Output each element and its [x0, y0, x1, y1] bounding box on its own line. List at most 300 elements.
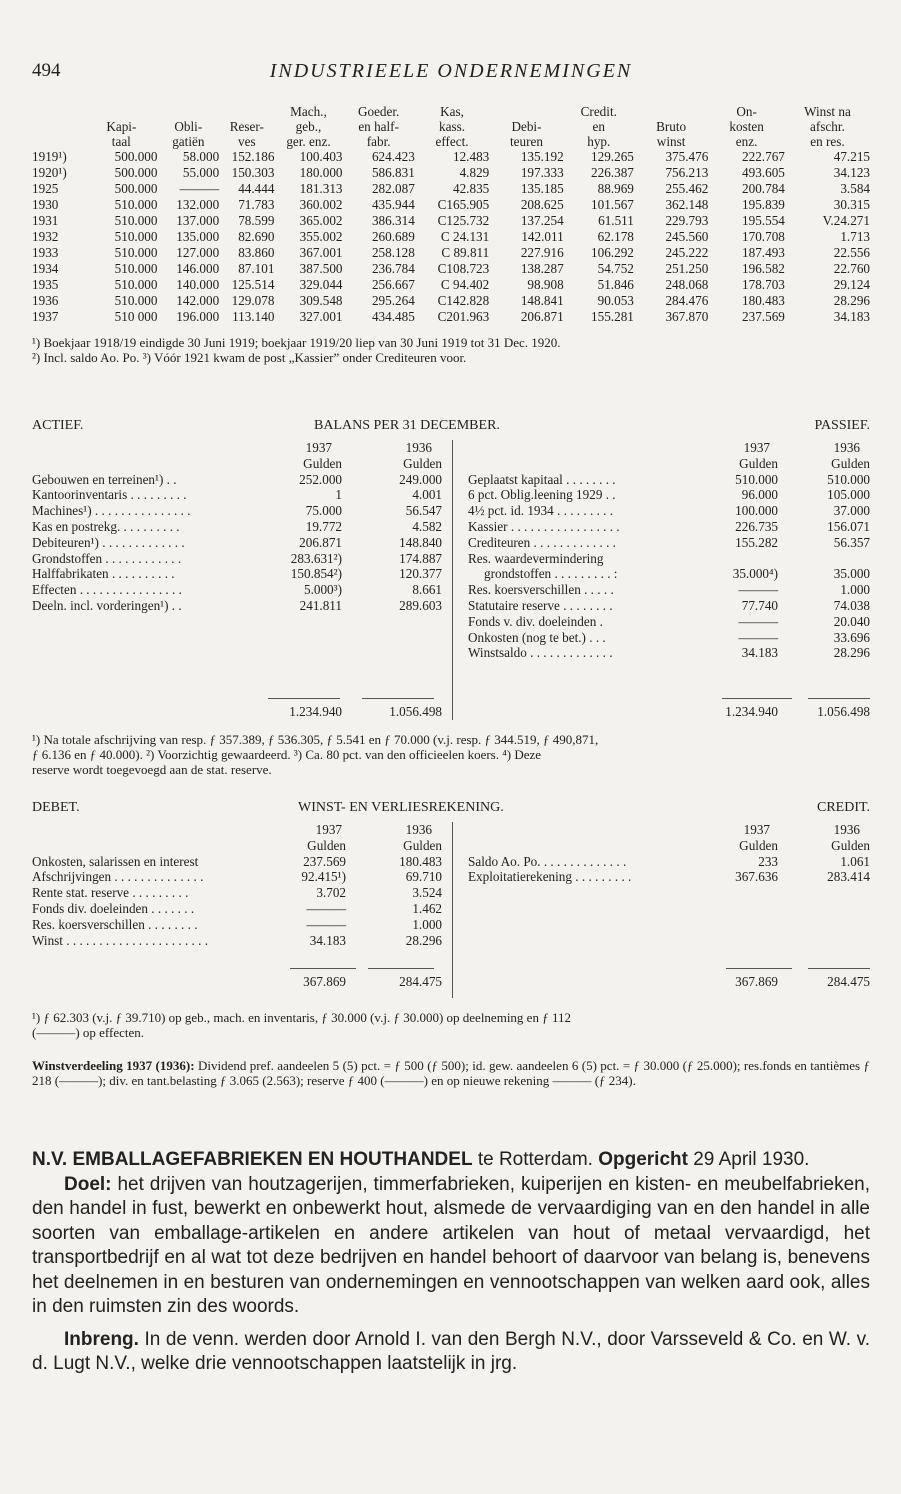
history-cell: 113.140	[232, 309, 275, 324]
history-column-header: en res.	[810, 134, 845, 149]
history-column-header: enz.	[735, 134, 758, 149]
history-cell: 87.101	[238, 261, 275, 276]
history-cell: 62.178	[597, 229, 634, 244]
passief-label: Crediteuren . . . . . . . . . . . . .	[468, 534, 616, 550]
history-cell: 29.124	[833, 277, 870, 292]
debet-value-1936: 1.462	[412, 900, 442, 916]
history-cell: 137.000	[176, 213, 220, 228]
history-cell: 55.000	[182, 165, 220, 180]
history-year: 1936	[32, 293, 59, 308]
actief-label: Kas en postrekg. . . . . . . . . .	[32, 518, 180, 534]
history-cell: 245.560	[665, 229, 709, 244]
actief-value-1937: 241.811	[299, 597, 342, 613]
history-cell: 208.625	[520, 197, 564, 212]
passief-row	[468, 472, 870, 488]
currency-header: Gulden	[831, 455, 870, 471]
history-cell: 510.000	[114, 229, 158, 244]
year-header: 1937	[315, 822, 342, 837]
history-cell: 260.689	[371, 229, 415, 244]
passief-label: Kassier . . . . . . . . . . . . . . . . .	[468, 518, 620, 534]
debet-value-1936: 3.524	[412, 885, 442, 901]
debet-value-1937: ———	[306, 900, 346, 916]
currency-header: Gulden	[831, 837, 870, 853]
actief-value-1936: 249.000	[399, 471, 442, 487]
actief-column	[32, 440, 442, 719]
year-header: 1936	[405, 440, 432, 455]
history-cell: 12.483	[452, 149, 490, 164]
history-column-header: Bruto	[656, 119, 687, 134]
history-cell: 135.000	[176, 229, 220, 244]
actief-row	[32, 519, 442, 535]
actief-value-1937: 150.854²)	[290, 566, 342, 582]
history-column-header: On-	[736, 104, 757, 119]
founded-label: Opgericht	[598, 1149, 688, 1170]
balance-note-line: ƒ 6.136 en ƒ 40.000). ²) Voorzichtig gewaardeerd. ³) Ca. 80 pct. van den officieelen koers. ⁴) Deze	[32, 747, 542, 762]
page-number: 494	[32, 60, 61, 81]
history-cell: 44.444	[238, 181, 275, 196]
history-cell: V.24.271	[822, 213, 870, 228]
year-header: 1936	[833, 822, 860, 837]
history-cell: 51.846	[597, 277, 634, 292]
total-1936: 284.475	[399, 974, 442, 989]
history-row	[32, 293, 870, 309]
actief-label: Effecten . . . . . . . . . . . . . . . .	[32, 582, 182, 598]
year-header: 1937	[743, 822, 770, 837]
history-column-header: hyp.	[587, 134, 611, 149]
actief-row	[32, 598, 442, 614]
actief-label: Halffabrikaten . . . . . . . . . .	[32, 566, 175, 582]
doel-paragraph	[32, 1173, 870, 1320]
page-header	[32, 60, 870, 88]
history-cell: 355.002	[299, 229, 343, 244]
history-year: 1930	[32, 197, 59, 212]
history-cell: 42.835	[452, 181, 490, 196]
history-row	[32, 229, 870, 245]
history-cell: 100.403	[299, 149, 343, 164]
history-column-header: taal	[111, 134, 131, 149]
debet-value-1936: 69.710	[405, 869, 442, 885]
total-1936: 1.056.498	[389, 704, 442, 719]
history-cell: 435.944	[371, 197, 415, 212]
history-column-header: Mach.,	[290, 104, 327, 119]
founded-date: 29 April 1930.	[693, 1149, 810, 1170]
history-cell: 142.011	[521, 229, 564, 244]
history-cell: 196.582	[742, 261, 785, 276]
history-cell: 90.053	[597, 293, 634, 308]
debet-label: Onkosten, salarissen en interest	[32, 853, 199, 869]
history-column-header: Goeder.	[357, 104, 400, 119]
passief-value-1937: 77.740	[741, 597, 778, 613]
history-year: 1925	[32, 181, 59, 196]
history-cell: 237.569	[742, 309, 785, 324]
debet-value-1937: 34.183	[309, 932, 346, 948]
pl-notes	[32, 1010, 870, 1040]
actief-value-1936: 56.547	[405, 503, 442, 519]
history-cell: 586.831	[371, 165, 415, 180]
passief-row	[468, 582, 870, 598]
profit-loss	[32, 822, 870, 1002]
credit-row	[468, 869, 870, 885]
debet-row	[32, 933, 442, 949]
actief-label: Machines¹) . . . . . . . . . . . . . . .	[32, 503, 191, 519]
history-cell: 255.462	[665, 181, 709, 196]
history-year: 1935	[32, 277, 59, 292]
currency-header: Gulden	[403, 837, 442, 853]
passief-row	[468, 598, 870, 614]
total-1936: 284.475	[827, 974, 870, 989]
history-cell: 510 000	[114, 309, 158, 324]
pl-title: WINST- EN VERLIESREKENING.	[298, 800, 504, 815]
history-cell: 135.185	[520, 181, 564, 196]
actief-row	[32, 535, 442, 551]
debet-row	[32, 854, 442, 870]
passief-label: 6 pct. Oblig.leening 1929 . .	[468, 487, 616, 503]
history-column-header: Kas,	[440, 104, 464, 119]
history-cell: 195.554	[742, 213, 785, 228]
history-cell: 295.264	[371, 293, 415, 308]
balance-sheet	[32, 440, 870, 730]
balance-note-line: reserve wordt toegevoegd aan de stat. reserve.	[32, 762, 272, 777]
passief-value-1937: 100.000	[735, 503, 778, 519]
history-cell: 434.485	[371, 309, 415, 324]
history-column-header: ves	[238, 134, 256, 149]
actief-value-1937: 5.000³)	[303, 582, 342, 598]
history-cell: 22.760	[833, 261, 870, 276]
currency-header: Gulden	[303, 455, 342, 471]
history-cell: 30.315	[833, 197, 870, 212]
year-header: 1936	[833, 440, 860, 455]
company-location: te Rotterdam.	[477, 1149, 593, 1170]
actief-value-1936: 148.840	[399, 534, 442, 550]
history-cell: 375.476	[665, 149, 709, 164]
history-cell: 624.423	[371, 149, 415, 164]
history-column-header: teuren	[509, 134, 543, 149]
history-cell: 178.703	[742, 277, 785, 292]
history-note-2: ²) Incl. saldo Ao. Po. ³) Vóór 1921 kwam de post „Kassier” onder Crediteuren voor.	[32, 350, 467, 365]
actief-value-1936: 4.001	[412, 487, 442, 503]
actief-label: Deeln. incl. vorderingen¹) . .	[32, 597, 182, 613]
credit-value-1936: 283.414	[827, 869, 870, 885]
history-cell: 150.303	[231, 165, 275, 180]
history-cell: 146.000	[176, 261, 220, 276]
passief-value-1936: 510.000	[827, 471, 870, 487]
history-cell: 386.314	[371, 213, 415, 228]
actief-label: Debiteuren¹) . . . . . . . . . . . . .	[32, 534, 185, 550]
history-cell: 101.567	[591, 197, 634, 212]
history-cell: 284.476	[665, 293, 709, 308]
history-cell: 1.713	[840, 229, 870, 244]
currency-header: Gulden	[307, 837, 346, 853]
debet-row	[32, 885, 442, 901]
history-cell: 365.002	[299, 213, 343, 228]
actief-row	[32, 487, 442, 503]
history-cell: 229.793	[665, 213, 709, 228]
debet-row	[32, 917, 442, 933]
history-cell: 135.192	[520, 149, 564, 164]
history-cell: 34.123	[833, 165, 870, 180]
history-cell: 22.556	[833, 245, 870, 260]
history-cell: 248.068	[665, 277, 709, 292]
passief-row	[468, 519, 870, 535]
history-cell: 367.870	[665, 309, 709, 324]
history-column-header: kosten	[729, 119, 764, 134]
actief-value-1936: 4.582	[412, 518, 442, 534]
passief-value-1936: 20.040	[833, 613, 870, 629]
passief-label: Fonds v. div. doeleinden .	[468, 613, 603, 629]
total-1937: 367.869	[303, 974, 346, 989]
history-cell: 54.752	[597, 261, 634, 276]
actief-label: Grondstoffen . . . . . . . . . . . .	[32, 550, 182, 566]
history-cell: 197.333	[520, 165, 564, 180]
passief-row	[468, 614, 870, 630]
history-cell: 155.281	[591, 309, 634, 324]
history-cell: 500.000	[114, 165, 158, 180]
actief-row	[32, 551, 442, 567]
passief-column	[468, 440, 870, 719]
credit-row	[468, 854, 870, 870]
balance-title: BALANS PER 31 DECEMBER.	[314, 418, 500, 433]
total-1937: 367.869	[735, 974, 778, 989]
history-cell: 200.784	[742, 181, 785, 196]
year-header: 1936	[405, 822, 432, 837]
passief-value-1937: ———	[738, 629, 778, 645]
passief-value-1937: 226.735	[735, 518, 778, 534]
history-cell: 83.860	[238, 245, 275, 260]
history-column-header: en half-	[358, 119, 399, 134]
pl-heading	[32, 800, 870, 818]
year-header: 1937	[743, 440, 770, 455]
passief-row	[468, 630, 870, 646]
history-column-header	[32, 134, 85, 149]
passief-value-1937: 34.183	[741, 645, 778, 661]
credit-value-1936: 1.061	[840, 853, 870, 869]
history-column-header	[32, 119, 85, 134]
history-cell: C 24.131	[440, 229, 490, 244]
passief-row	[468, 551, 870, 567]
history-cell: 187.493	[742, 245, 785, 260]
history-cell: 137.254	[520, 213, 564, 228]
history-year: 1931	[32, 213, 59, 228]
passief-value-1937: 510.000	[735, 471, 778, 487]
history-cell: C108.723	[437, 261, 490, 276]
history-column-header: Winst na	[804, 104, 851, 119]
inbreng-paragraph	[32, 1328, 870, 1377]
history-cell: 258.128	[371, 245, 415, 260]
history-cell: 127.000	[176, 245, 220, 260]
passief-value-1936: 28.296	[833, 645, 870, 661]
winstverdeeling	[32, 1058, 870, 1088]
winstverdeeling-text: Dividend pref. aandeelen 5 (5) pct. = ƒ 500 (ƒ 500); id. gew. aandeelen 6 (5) pct. = ƒ 30.000 (ƒ 25.000); res.fonds en tantièmes ƒ 218 (———); div. en tant.belasting ƒ 3.065 (2.563); reserve ƒ 400 (———) en op nieuwe rekening ——— (ƒ 234).	[32, 1058, 871, 1088]
history-cell: 71.783	[238, 197, 275, 212]
history-cell: 510.000	[114, 293, 158, 308]
history-cell: 181.313	[299, 181, 343, 196]
history-cell: 510.000	[114, 261, 158, 276]
history-cell: 61.511	[598, 213, 634, 228]
passief-row	[468, 645, 870, 661]
history-cell: 226.387	[591, 165, 634, 180]
credit-label: CREDIT.	[816, 800, 870, 815]
history-cell: C142.828	[437, 293, 490, 308]
history-cell: 756.213	[665, 165, 709, 180]
passief-label: Winstsaldo . . . . . . . . . . . . .	[468, 645, 613, 661]
currency-header: Gulden	[739, 837, 778, 853]
history-cell: 309.548	[299, 293, 343, 308]
actief-label: Gebouwen en terreinen¹) . .	[32, 471, 177, 487]
history-column-header: en	[592, 119, 605, 134]
history-cell: 142.000	[176, 293, 220, 308]
currency-header: Gulden	[739, 455, 778, 471]
passief-label: Geplaatst kapitaal . . . . . . . .	[468, 471, 616, 487]
history-cell: 138.287	[520, 261, 564, 276]
passief-value-1936: 33.696	[833, 629, 870, 645]
history-cell: 88.969	[597, 181, 634, 196]
history-cell: 196.000	[176, 309, 220, 324]
history-cell: 282.087	[371, 181, 415, 196]
passief-value-1936: 156.071	[827, 518, 870, 534]
running-title: INDUSTRIEELE ONDERNEMINGEN	[269, 60, 633, 82]
history-cell: 78.599	[238, 213, 275, 228]
history-column-header: geb.,	[295, 119, 322, 134]
debet-label: DEBET.	[32, 800, 80, 815]
debet-value-1936: 1.000	[412, 916, 442, 932]
history-row	[32, 309, 870, 325]
history-column-header: fabr.	[366, 134, 391, 149]
history-cell: 510.000	[114, 213, 158, 228]
history-year: 1932	[32, 229, 59, 244]
history-cell: 256.667	[371, 277, 415, 292]
debet-label: Rente stat. reserve . . . . . . . . .	[32, 885, 189, 901]
passief-value-1936: 35.000	[833, 566, 870, 582]
debet-value-1937: ———	[306, 916, 346, 932]
history-cell: 4.829	[459, 165, 490, 180]
debet-label: Afschrijvingen . . . . . . . . . . . . . .	[32, 869, 204, 885]
history-year: 1933	[32, 245, 59, 260]
inbreng-text: In de venn. werden door Arnold I. van den Bergh N.V., door Varsseveld & Co. en W. v. d. Lugt N.V., welke drie vennootschappen laatstelijk in jrg.	[32, 1328, 870, 1374]
history-cell: 58.000	[182, 149, 220, 164]
pl-note-line: (———) op effecten.	[32, 1025, 145, 1040]
passief-value-1937: 35.000⁴)	[732, 566, 778, 582]
passief-label: Statutaire reserve . . . . . . . .	[468, 597, 613, 613]
history-row	[32, 197, 870, 213]
credit-label: Exploitatierekening . . . . . . . . .	[468, 869, 632, 885]
passief-value-1936: 74.038	[833, 597, 870, 613]
history-cell: 227.916	[520, 245, 564, 260]
history-column-header: afschr.	[810, 119, 845, 134]
history-cell: 3.584	[840, 181, 870, 196]
history-cell: C201.963	[437, 309, 490, 324]
credit-value-1937: 367.636	[735, 869, 778, 885]
history-column-header: effect.	[435, 134, 469, 149]
actief-row	[32, 566, 442, 582]
actief-value-1937: 19.772	[305, 518, 342, 534]
debet-value-1937: 237.569	[303, 853, 346, 869]
history-cell: 106.292	[591, 245, 634, 260]
total-1936: 1.056.498	[817, 704, 870, 719]
history-cell: 34.183	[833, 309, 870, 324]
history-cell: 152.186	[231, 149, 275, 164]
actief-value-1937: 206.871	[299, 534, 342, 550]
history-cell: 327.001	[299, 309, 343, 324]
history-cell: 98.908	[527, 277, 564, 292]
debet-row	[32, 869, 442, 885]
actief-row	[32, 503, 442, 519]
doel-text: het drijven van houtzagerijen, timmerfabrieken, kuiperijen en kisten- en meubelfabrieken, den handel in fust, bewerkt en onbewerkt hout, alsmede de vervaardiging van en den handel in alle soorten van emballage-artikelen en andere artikelen van hout of metaal vervaardigd, het transportbedrijf en al wat tot deze bedrijven en handel behoort of daarvoor van belang is, benevens het deelnemen in en besturen van ondernemingen en vennootschappen van welken aard ook, alles in den ruimsten zin des woords.	[32, 1173, 871, 1317]
history-cell: 129.078	[231, 293, 275, 308]
history-column-header: winst	[656, 134, 686, 149]
actief-row	[32, 582, 442, 598]
passief-label: Res. waardevermindering	[468, 550, 604, 566]
history-column-header: kass.	[439, 119, 466, 134]
company-description	[32, 1148, 870, 1377]
debet-value-1937: 92.415¹)	[301, 869, 346, 885]
history-cell: 206.871	[520, 309, 564, 324]
history-column-header: ger. enz.	[286, 134, 331, 149]
actief-value-1937: 1	[335, 487, 342, 503]
history-cell: 510.000	[114, 245, 158, 260]
history-row	[32, 261, 870, 277]
history-year: 1934	[32, 261, 59, 276]
history-cell: 510.000	[114, 277, 158, 292]
history-cell: 493.605	[742, 165, 785, 180]
history-year: 1920¹)	[32, 165, 67, 180]
actief-value-1936: 8.661	[412, 582, 442, 598]
history-cell: 387.500	[299, 261, 343, 276]
history-year: 1919¹)	[32, 149, 67, 164]
debet-value-1937: 3.702	[316, 885, 346, 901]
actief-value-1937: 252.000	[299, 471, 342, 487]
actief-label: Kantoorinventaris . . . . . . . . .	[32, 487, 187, 503]
passief-value-1937: ———	[738, 582, 778, 598]
passief-row	[468, 535, 870, 551]
debet-label: Res. koersverschillen . . . . . . . .	[32, 916, 198, 932]
balance-note-line: ¹) Na totale afschrijving van resp. ƒ 357.389, ƒ 536.305, ƒ 5.541 en ƒ 70.000 (v.j. resp. ƒ 344.519, ƒ 490,871,	[32, 732, 599, 747]
history-year: 1937	[32, 309, 59, 324]
actief-value-1936: 174.887	[399, 550, 442, 566]
history-row	[32, 149, 870, 165]
history-cell: 222.767	[742, 149, 785, 164]
currency-header: Gulden	[403, 455, 442, 471]
history-cell: 129.265	[591, 149, 634, 164]
balance-heading	[32, 418, 870, 436]
debet-value-1936: 180.483	[399, 853, 442, 869]
credit-column	[468, 822, 870, 989]
debet-label: Fonds div. doeleinden . . . . . . .	[32, 900, 195, 916]
history-row	[32, 181, 870, 197]
passief-row	[468, 487, 870, 503]
company-name: N.V. EMBALLAGEFABRIEKEN EN HOUTHANDEL	[32, 1149, 473, 1170]
company-title-line	[32, 1148, 870, 1173]
debet-row	[32, 901, 442, 917]
history-cell: 360.002	[299, 197, 343, 212]
history-cell: 236.784	[371, 261, 415, 276]
pl-note-line: ¹) ƒ 62.303 (v.j. ƒ 39.710) op geb., mach. en inventaris, ƒ 30.000 (v.j. ƒ 30.000) op deelneming en ƒ 112	[32, 1010, 571, 1025]
history-column-header	[219, 104, 274, 119]
debet-value-1936: 28.296	[405, 932, 442, 948]
history-cell: 180.000	[299, 165, 343, 180]
history-column-header	[489, 104, 563, 119]
history-column-header: Credit.	[580, 104, 617, 119]
history-cell: 362.148	[665, 197, 709, 212]
history-cell: 125.514	[231, 277, 275, 292]
history-cell: 510.000	[114, 197, 158, 212]
history-cell: 132.000	[176, 197, 220, 212]
inbreng-label: Inbreng.	[64, 1328, 139, 1350]
actief-value-1937: 283.631²)	[290, 550, 342, 566]
history-cell: 500.000	[114, 181, 158, 196]
history-cell: 140.000	[176, 277, 220, 292]
passief-value-1936: 56.357	[833, 534, 870, 550]
passief-value-1937: 155.282	[735, 534, 778, 550]
